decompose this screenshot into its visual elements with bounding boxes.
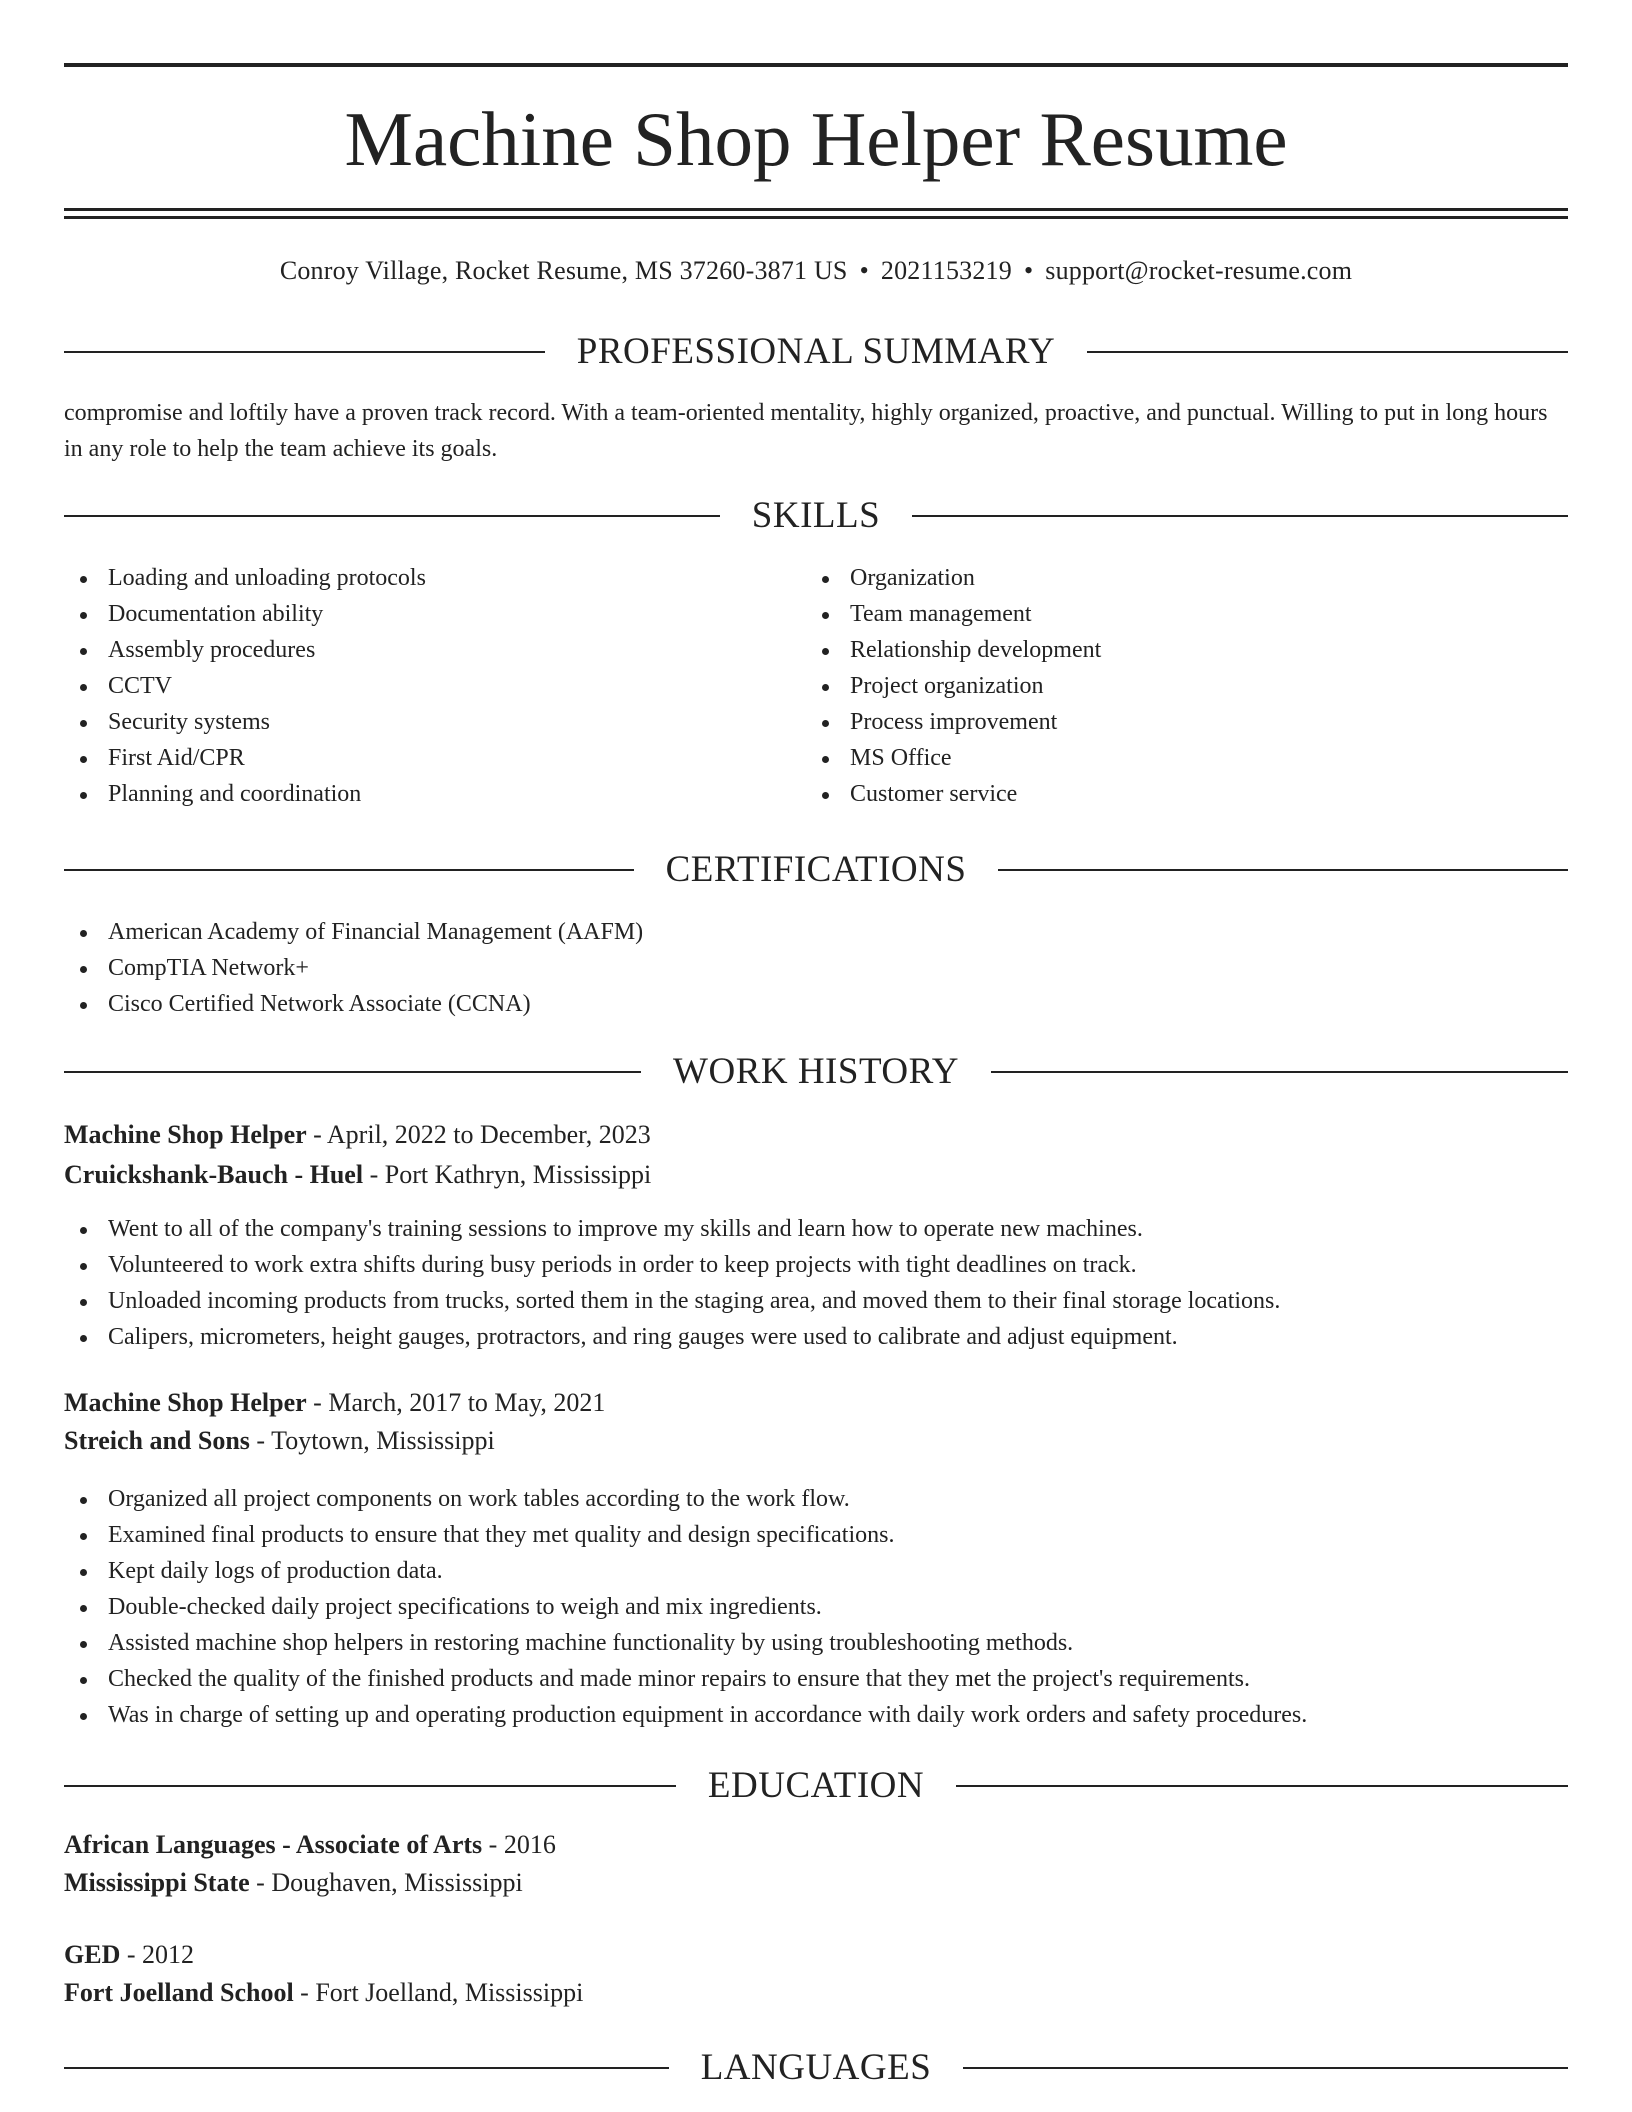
certification-item: American Academy of Financial Management (AAFM)	[64, 914, 643, 950]
title-rule-lower	[64, 216, 1568, 219]
summary-text: compromise and loftily have a proven track record. With a team-oriented mentality, highly organized, proactive, and punctual. Willing to put in long hours in any role to help the team achieve its goals.	[64, 400, 1548, 462]
certification-item: Cisco Certified Network Associate (CCNA)	[64, 986, 643, 1022]
education-school-line	[64, 1974, 1568, 2012]
job-bullet: Double-checked daily project specifications to weigh and mix ingredients.	[64, 1589, 1307, 1625]
job-location: Toytown, Mississippi	[271, 1426, 495, 1455]
skill-item: Organization	[806, 560, 1101, 596]
skill-item: Planning and coordination	[64, 776, 426, 812]
education-degree-line	[64, 1936, 1568, 1974]
job-bullet: Assisted machine shop helpers in restoring machine functionality by using troubleshooting methods.	[64, 1625, 1307, 1661]
contact-separator: •	[859, 256, 869, 285]
job-bullet: Unloaded incoming products from trucks, sorted them in the staging area, and moved them to their final storage locations.	[64, 1283, 1280, 1319]
education-school-line	[64, 1864, 1568, 1902]
section-languages-heading	[64, 2044, 1568, 2092]
job-company: Cruickshank-Bauch - Huel	[64, 1160, 364, 1189]
top-rule	[64, 63, 1568, 67]
section-skills-heading	[64, 492, 1568, 540]
job-bullets	[64, 1481, 1307, 1733]
section-work-heading	[64, 1048, 1568, 1096]
education-location: Fort Joelland, Mississippi	[315, 1978, 584, 2007]
education-year: 2012	[142, 1940, 195, 1969]
job-title-line	[64, 1116, 1568, 1154]
section-title: CERTIFICATIONS	[665, 849, 967, 890]
heading-rule	[64, 869, 634, 871]
skill-item: Process improvement	[806, 704, 1101, 740]
job-bullet: Calipers, micrometers, height gauges, protractors, and ring gauges were used to calibrate and adjust equipment.	[64, 1319, 1280, 1355]
section-summary-heading	[64, 328, 1568, 376]
dash: -	[482, 1830, 504, 1859]
education-school: Mississippi State	[64, 1868, 250, 1897]
job-bullet: Organized all project components on work tables according to the work flow.	[64, 1481, 1307, 1517]
title-rule-upper	[64, 208, 1568, 211]
heading-rule	[64, 1785, 676, 1787]
heading-rule	[963, 2067, 1568, 2069]
skill-item: CCTV	[64, 668, 426, 704]
heading-rule	[956, 1785, 1568, 1787]
skill-item: Relationship development	[806, 632, 1101, 668]
education-year: 2016	[503, 1830, 556, 1859]
skills-list-left	[64, 560, 426, 812]
contact-separator: •	[1023, 256, 1034, 285]
section-title: LANGUAGES	[700, 2047, 932, 2088]
section-title: WORK HISTORY	[673, 1051, 959, 1092]
heading-rule	[64, 515, 720, 517]
job-title: Machine Shop Helper	[64, 1388, 307, 1417]
skill-item: Documentation ability	[64, 596, 426, 632]
dash: -	[306, 1388, 329, 1417]
job-bullet: Checked the quality of the finished products and made minor repairs to ensure that they met the project's requirements.	[64, 1661, 1307, 1697]
heading-rule	[1087, 351, 1568, 353]
heading-rule	[64, 2067, 669, 2069]
job-bullet: Kept daily logs of production data.	[64, 1553, 1307, 1589]
job-bullet: Was in charge of setting up and operating production equipment in accordance with daily work orders and safety procedures.	[64, 1697, 1307, 1733]
job-company-line	[64, 1156, 1568, 1194]
section-title: SKILLS	[751, 495, 881, 536]
skill-item: Security systems	[64, 704, 426, 740]
education-school: Fort Joelland School	[64, 1978, 294, 2007]
skill-item: Loading and unloading protocols	[64, 560, 426, 596]
contact-line	[64, 254, 1568, 288]
skill-item: Team management	[806, 596, 1101, 632]
section-title: PROFESSIONAL SUMMARY	[576, 331, 1056, 372]
dash: -	[306, 1120, 327, 1149]
skills-list-right	[806, 560, 1101, 812]
heading-rule	[998, 869, 1568, 871]
education-degree: African Languages - Associate of Arts	[64, 1830, 483, 1859]
job-title-line	[64, 1384, 1568, 1422]
heading-rule	[912, 515, 1568, 517]
job-company-line	[64, 1422, 1568, 1460]
heading-rule	[64, 351, 545, 353]
education-location: Doughaven, Mississippi	[271, 1868, 523, 1897]
skill-item: Project organization	[806, 668, 1101, 704]
dash: -	[120, 1940, 143, 1969]
contact-phone: 2021153219	[880, 256, 1012, 285]
education-degree-line	[64, 1826, 1568, 1864]
skill-item: Customer service	[806, 776, 1101, 812]
page-title: Machine Shop Helper Resume	[344, 96, 1288, 182]
contact-email: support@rocket-resume.com	[1045, 256, 1353, 285]
job-bullet: Went to all of the company's training sessions to improve my skills and learn how to operate new machines.	[64, 1211, 1280, 1247]
job-bullet: Examined final products to ensure that they met quality and design specifications.	[64, 1517, 1307, 1553]
job-company: Streich and Sons	[64, 1426, 250, 1455]
certification-item: CompTIA Network+	[64, 950, 643, 986]
job-bullet: Volunteered to work extra shifts during busy periods in order to keep projects with tight deadlines on track.	[64, 1247, 1280, 1283]
dash: -	[363, 1160, 385, 1189]
job-location: Port Kathryn, Mississippi	[384, 1160, 652, 1189]
dash: -	[249, 1426, 272, 1455]
section-education-heading	[64, 1762, 1568, 1810]
section-certifications-heading	[64, 846, 1568, 894]
skill-item: MS Office	[806, 740, 1101, 776]
education-degree: GED	[64, 1940, 121, 1969]
contact-address: Conroy Village, Rocket Resume, MS 37260-3871 US	[279, 256, 848, 285]
dash: -	[293, 1978, 316, 2007]
job-dates: April, 2022 to December, 2023	[326, 1120, 651, 1149]
heading-rule	[64, 1071, 641, 1073]
dash: -	[249, 1868, 272, 1897]
job-dates: March, 2017 to May, 2021	[328, 1388, 606, 1417]
job-bullets	[64, 1211, 1280, 1355]
skill-item: First Aid/CPR	[64, 740, 426, 776]
heading-rule	[991, 1071, 1568, 1073]
certifications-list	[64, 914, 643, 1022]
section-title: EDUCATION	[707, 1765, 925, 1806]
job-title: Machine Shop Helper	[64, 1120, 307, 1149]
skill-item: Assembly procedures	[64, 632, 426, 668]
